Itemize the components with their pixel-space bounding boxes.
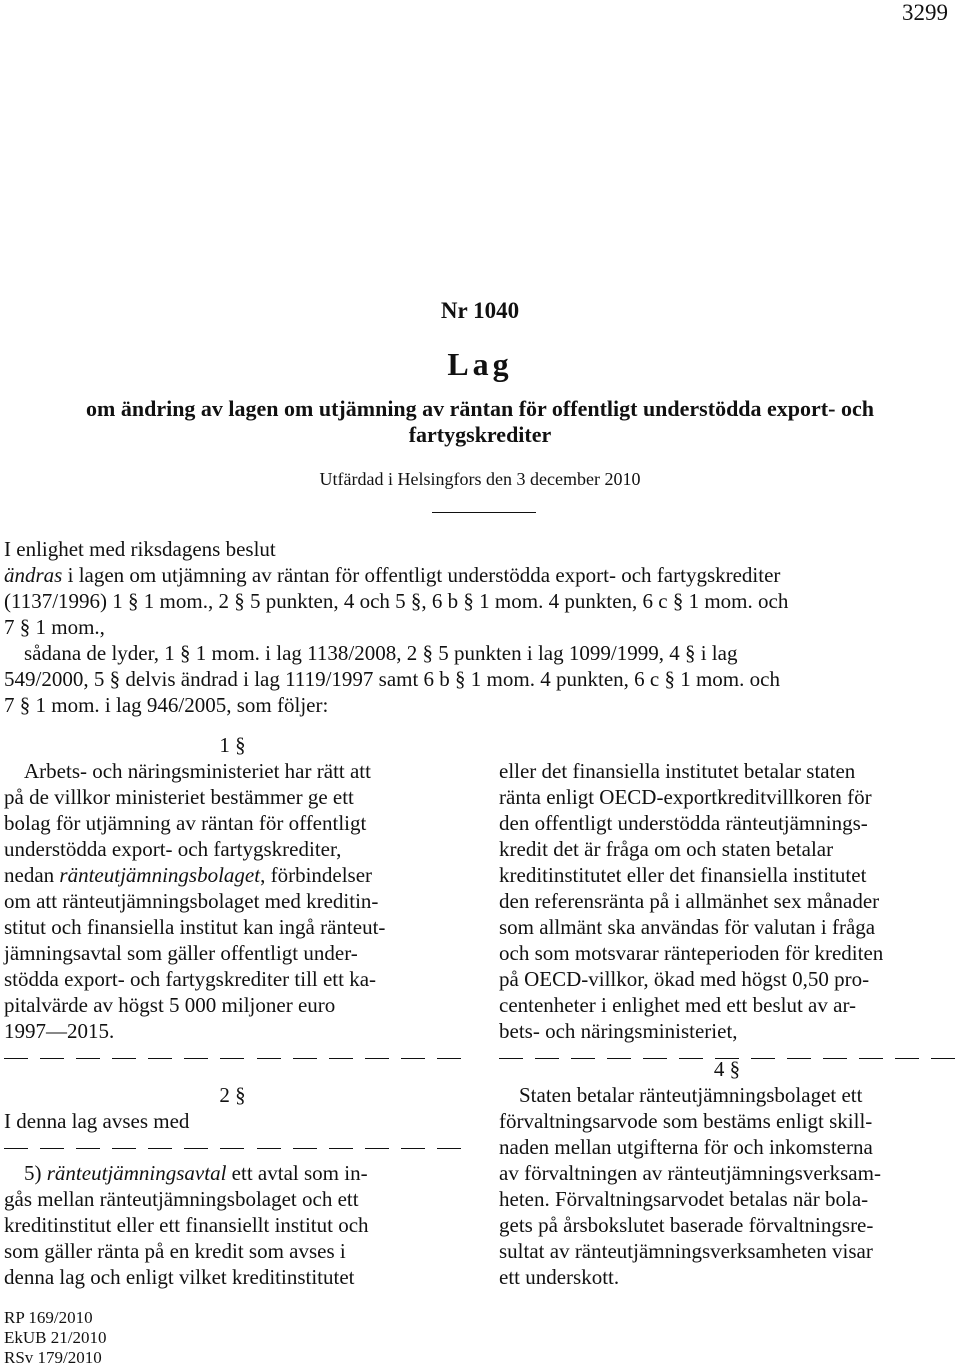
text: nedan [4, 863, 60, 887]
section-1-line: stödda export- och fartygskrediter till ett ka- [4, 967, 377, 991]
section-1-line: understödda export- och fartygskrediter, [4, 837, 342, 861]
document-type-heading: Lag [447, 346, 513, 382]
continuation-line: bets- och näringsministeriet, [499, 1019, 738, 1043]
title-line-1: om ändring av lagen om utjämning av räntan för offentligt understödda export- och [86, 396, 874, 421]
defined-term: ränteutjämningsavtal [46, 1161, 227, 1185]
continuation-line: centenheter i enlighet med ett beslut av ar- [499, 993, 857, 1017]
title-divider [432, 512, 536, 513]
continuation-line: eller det finansiella institutet betalar staten [499, 759, 856, 783]
section-4-line: gets på årsbokslutet baserade förvaltningsre- [499, 1213, 874, 1237]
section-4-line: av förvaltningen av ränteutjämningsverksam- [499, 1161, 881, 1185]
preamble-line: (1137/1996) 1 § 1 mom., 2 § 5 punkten, 4 och 5 §, 6 b § 1 mom. 4 punkten, 6 c § 1 mom. och [4, 589, 789, 613]
section-4-line: heten. Förvaltningsarvodet betalas när bola- [499, 1187, 869, 1211]
continuation-line: ränta enligt OECD-exportkreditvillkoren för [499, 785, 872, 809]
preamble-line [4, 562, 956, 588]
preamble [4, 536, 956, 718]
continuation-line: kreditinstitutet eller det finansiella institutet [499, 863, 867, 887]
continuation-line: kredit det är fråga om och staten betalar [499, 837, 834, 861]
legislative-references [4, 1308, 106, 1368]
section-1-line: stitut och finansiella institut kan ingå ränteut- [4, 915, 386, 939]
continuation-line: den referensränta på i allmänhet sex månader [499, 889, 880, 913]
section-1-line: Arbets- och näringsministeriet har rätt att [24, 759, 371, 783]
section-1-heading: 1 § [219, 733, 246, 757]
section-4-heading: 4 § [713, 1057, 741, 1081]
section-1-line [4, 862, 461, 888]
defined-term: ränteutjämningsbolaget [59, 863, 261, 887]
section-4-line: förvaltningsarvode som bestäms enligt skill- [499, 1109, 873, 1133]
preamble-line: 7 § 1 mom. i lag 946/2005, som följer: [4, 693, 329, 717]
section-1-line: om att ränteutjämningsbolaget med kreditin- [4, 889, 379, 913]
left-column-section-2 [4, 1082, 461, 1290]
section-2-line: kreditinstitut eller ett finansiellt institut och [4, 1213, 369, 1237]
section-2-line [4, 1160, 461, 1186]
reference: RP 169/2010 [4, 1308, 93, 1327]
document-title [0, 396, 960, 448]
preamble-line: I enlighet med riksdagens beslut [4, 537, 276, 561]
section-1-line: på de villkor ministeriet bestämmer ge ett [4, 785, 354, 809]
continuation-line: den offentligt understödda ränteutjämnings- [499, 811, 868, 835]
issued-date: Utfärdad i Helsingfors den 3 december 2010 [319, 469, 641, 489]
text: , förbindelser [260, 863, 373, 887]
section-1-line: jämningsavtal som gäller offentligt under- [4, 941, 358, 965]
section-4-line: ett underskott. [499, 1265, 620, 1289]
section-4-line: Staten betalar ränteutjämningsbolaget ett [519, 1083, 863, 1107]
text: 5) [24, 1161, 47, 1185]
preamble-text: i lagen om utjämning av räntan för offentligt understödda export- och fartygskrediter [62, 563, 781, 587]
section-2-intro: I denna lag avses med [4, 1109, 190, 1133]
section-1-line: pitalvärde av högst 5 000 miljoner euro [4, 993, 336, 1017]
section-2-line: som gäller ränta på en kredit som avses i [4, 1239, 346, 1263]
reference: RSv 179/2010 [4, 1348, 102, 1367]
section-2-line: denna lag och enligt vilket kreditinstitutet [4, 1265, 355, 1289]
preamble-line: sådana de lyder, 1 § 1 mom. i lag 1138/2008, 2 § 5 punkten i lag 1099/1999, 4 § i lag [24, 641, 738, 665]
right-column-section-4 [499, 1056, 955, 1290]
section-1-line: bolag för utjämning av räntan för offentligt [4, 811, 367, 835]
document-number: Nr 1040 [440, 298, 520, 323]
preamble-line: 549/2000, 5 § delvis ändrad i lag 1119/1997 samt 6 b § 1 mom. 4 punkten, 6 c § 1 mom. och [4, 667, 780, 691]
continuation-line: på OECD-villkor, ökad med högst 0,50 pro- [499, 967, 870, 991]
preamble-line: 7 § 1 mom., [4, 615, 105, 639]
omission-dashes [4, 1044, 461, 1070]
section-2-heading: 2 § [219, 1083, 246, 1107]
page-number: 3299 [902, 0, 948, 25]
omission-dashes [4, 1134, 461, 1160]
section-1-line: 1997—2015. [4, 1019, 115, 1043]
right-column [499, 758, 955, 1070]
title-line-2: fartygskrediter [408, 422, 552, 447]
amend-keyword: ändras [4, 563, 63, 587]
section-2-line: gås mellan ränteutjämningsbolaget och ett [4, 1187, 359, 1211]
continuation-line: och som motsvarar ränteperioden för krediten [499, 941, 884, 965]
section-4-line: sultat av ränteutjämningsverksamheten visar [499, 1239, 873, 1263]
section-4-line: naden mellan utgifterna för och inkomsterna [499, 1135, 873, 1159]
reference: EkUB 21/2010 [4, 1328, 107, 1347]
text: ett avtal som in- [226, 1161, 368, 1185]
continuation-line: som allmänt ska användas för valutan i fråga [499, 915, 876, 939]
left-column [4, 732, 461, 1070]
